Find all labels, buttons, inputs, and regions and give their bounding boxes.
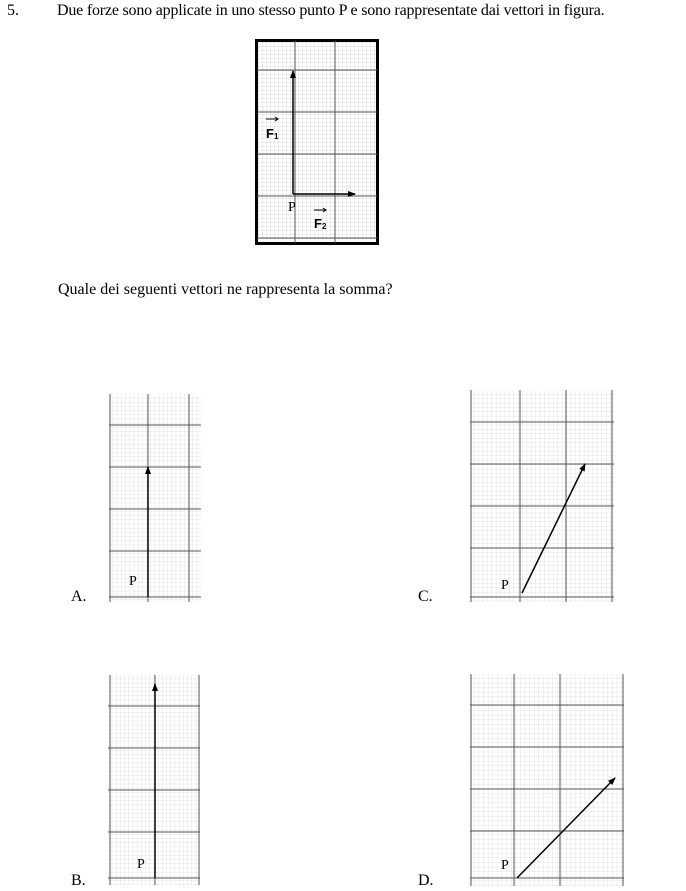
svg-text:F1: F1	[266, 126, 279, 141]
option-a-point-label: P	[129, 574, 137, 589]
option-d-point-label: P	[501, 858, 509, 873]
question-number: 5.	[7, 2, 19, 19]
option-d-grid	[470, 674, 625, 887]
forces-figure	[255, 39, 379, 245]
question-text: Due forze sono applicate in uno stesso punto P e sono rappresentate dai vettori in figura.	[57, 2, 605, 19]
option-b-grid	[108, 675, 201, 886]
option-c-grid	[470, 390, 615, 603]
point-p-label: P	[288, 200, 296, 215]
option-d-letter: D.	[418, 872, 434, 889]
option-a-grid	[109, 394, 202, 603]
option-a-letter: A.	[71, 588, 87, 605]
question-prompt: Quale dei seguenti vettori ne rappresenta la somma?	[58, 281, 393, 298]
option-b-point-label: P	[137, 857, 145, 872]
option-c-letter: C.	[418, 588, 433, 605]
option-c-point-label: P	[501, 578, 509, 593]
option-b-letter: B.	[71, 872, 86, 889]
svg-text:F2: F2	[314, 216, 327, 231]
